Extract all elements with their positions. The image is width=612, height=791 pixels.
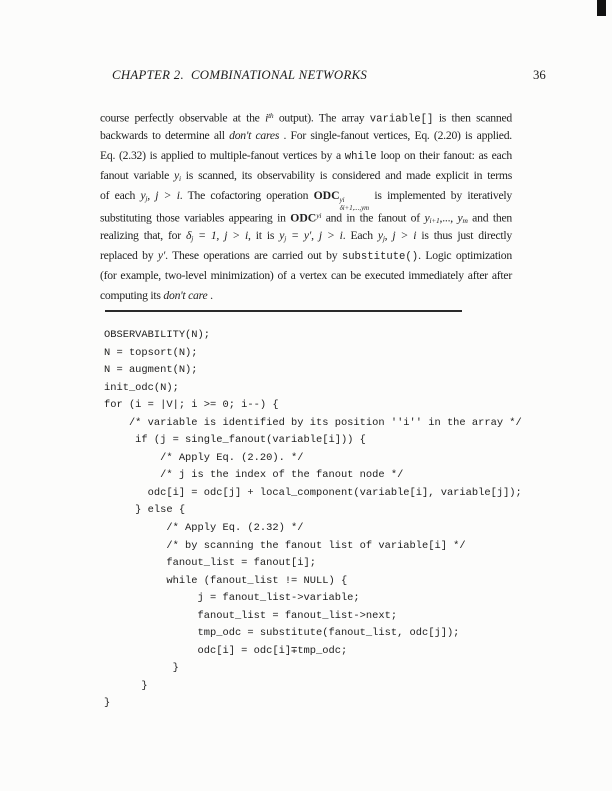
code-line: OBSERVABILITY(N);	[104, 329, 211, 341]
code-line: odc[i] = odc[i]∓tmp_odc;	[104, 644, 348, 657]
code-line: while (fanout_list != NULL) {	[104, 574, 348, 587]
code-line: N = topsort(N);	[104, 346, 198, 359]
paragraph-line: realizing that, for $\delta_j = 1$, j > i, it is $y_j = y'$, j > i. Each $y_j$, j > i is thus just directly	[100, 229, 512, 243]
page-number: 36	[533, 68, 546, 82]
paragraph-line: computing its don't care .	[100, 289, 213, 302]
code-line: }	[104, 697, 111, 710]
code-line: if (j = single_fanout(variable[i])) {	[104, 434, 366, 447]
code-line: /* by scanning the fanout list of variable[i] */	[104, 539, 466, 552]
code-line: } else {	[104, 504, 186, 517]
paragraph-line: course perfectly observable at the $i^{th}$ output). The array variable[] is then scanned	[100, 111, 513, 126]
code-line: j = fanout_list->variable;	[104, 592, 360, 605]
code-line: odc[i] = odc[j] + local_component(variable[i], variable[j]);	[104, 486, 522, 499]
code-line: N = augment(N);	[104, 364, 198, 377]
code-line: for (i = |V|; i >= 0; i--) {	[104, 399, 279, 412]
paragraph-line: substituting those variables appearing in $ODC^{yi}$ and in the fanout of $y_{i+1}$,..., $y_m$ and then	[100, 211, 513, 226]
code-line: /* variable is identified by its position ''i'' in the array */	[104, 416, 522, 429]
paragraph-line: (for example, two-level minimization) of a vertex can be executed immediately after after	[100, 269, 512, 282]
running-header-title: CHAPTER 2. COMBINATIONAL NETWORKS	[112, 68, 368, 82]
code-line: /* Apply Eq. (2.32) */	[104, 522, 304, 535]
paragraph-line: fanout variable $y_i$ is scanned, its observability is considered and made explicit in terms	[100, 169, 512, 183]
code-line: }	[104, 662, 179, 675]
code-line: fanout_list = fanout[i];	[104, 557, 317, 570]
code-line: tmp_odc = substitute(fanout_list, odc[j]);	[104, 627, 460, 640]
paragraph-line: Eq. (2.32) is applied to multiple-fanout vertices by a while loop on their fanout: as each	[100, 149, 512, 163]
code-line: /* Apply Eq. (2.20). */	[104, 451, 304, 464]
code-divider-rule	[105, 310, 462, 312]
code-line: init_odc(N);	[104, 381, 179, 394]
math-supsub: yi δi+1,...,ym	[339, 197, 370, 212]
code-line: }	[104, 679, 148, 692]
scan-artifact	[597, 0, 606, 16]
code-line: /* j is the index of the fanout node */	[104, 469, 404, 482]
paragraph-line: of each $y_j$, j > i. The cofactoring operation ODC yi δi+1,...,ym is implemented by iteratively	[100, 189, 513, 212]
code-line: fanout_list = fanout_list->next;	[104, 609, 398, 622]
body-paragraph	[100, 106, 512, 306]
paragraph-line: backwards to determine all don't cares . For single-fanout vertices, Eq. (2.20) is applied.	[100, 129, 512, 142]
paragraph-line: replaced by y′. These operations are carried out by substitute(). Logic optimization	[100, 249, 512, 263]
code-listing	[104, 327, 522, 713]
